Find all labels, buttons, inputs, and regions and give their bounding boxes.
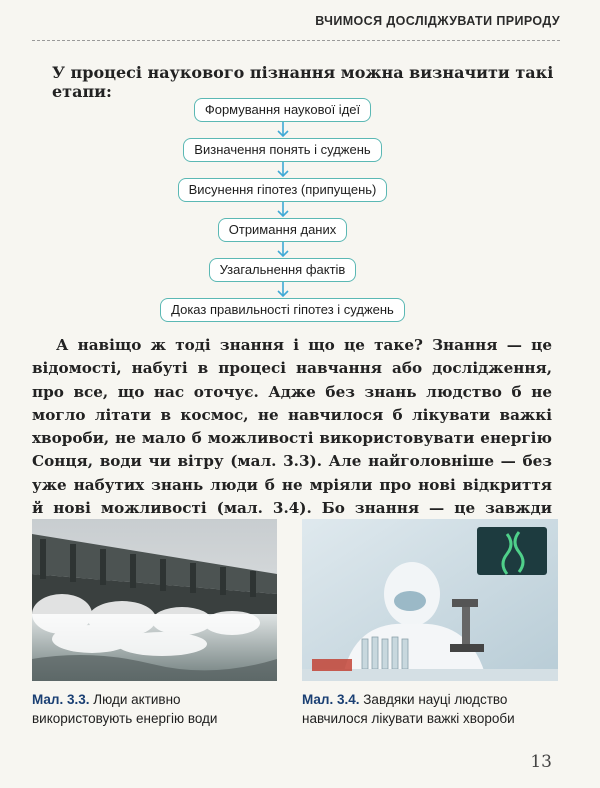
down-arrow-icon bbox=[276, 282, 290, 298]
intro-text: У процесі наукового пізнання можна визначити такі етапи: bbox=[52, 63, 554, 101]
flow-step-concepts: Визначення понять і суджень bbox=[183, 138, 381, 162]
flow-step-proof: Доказ правильності гіпотез і суджень bbox=[160, 298, 405, 322]
down-arrow-icon bbox=[276, 162, 290, 178]
page-number: 13 bbox=[530, 752, 552, 772]
figure-caption-3-4 bbox=[302, 690, 562, 728]
flow-step-hypotheses: Висунення гіпотез (припущень) bbox=[178, 178, 388, 202]
figure-label: Мал. 3.4. bbox=[302, 692, 360, 707]
figure-caption-text: Завдяки науці людство навчилося лікувати важкі хвороби bbox=[302, 692, 515, 726]
laboratory-photo bbox=[302, 519, 558, 681]
header-divider bbox=[32, 40, 560, 41]
body-paragraph bbox=[32, 334, 552, 544]
flow-step-data: Отримання даних bbox=[218, 218, 348, 242]
down-arrow-icon bbox=[276, 242, 290, 258]
running-header: ВЧИМОСЯ ДОСЛІДЖУВАТИ ПРИРОДУ bbox=[315, 14, 560, 28]
flow-step-idea: Формування наукової ідеї bbox=[194, 98, 371, 122]
figure-caption-3-3 bbox=[32, 690, 282, 728]
figure-label: Мал. 3.3. bbox=[32, 692, 90, 707]
flow-step-generalization: Узагальнення фактів bbox=[209, 258, 357, 282]
down-arrow-icon bbox=[276, 202, 290, 218]
figure-caption-text: Люди активно використовують енергію води bbox=[32, 692, 218, 726]
down-arrow-icon bbox=[276, 122, 290, 138]
stages-flowchart bbox=[0, 98, 565, 322]
dam-photo bbox=[32, 519, 277, 681]
body-text: А навіщо ж тоді знання і що це таке? Знання — це відомості, набуті в процесі навчання або дослідження, про все, що нас оточує. Адже без знань людство б не могло літати в космос, не навчилося б лікувати важкі хвороби, не мало б можливості використовувати енергію Сонця, води чи вітру (мал. 3.3). Але найголовніше — без уже набутих знань люди б не мріяли про нові відкриття й нові можливості (мал. 3.4). Бо знання — це завжди bbox=[32, 336, 552, 518]
